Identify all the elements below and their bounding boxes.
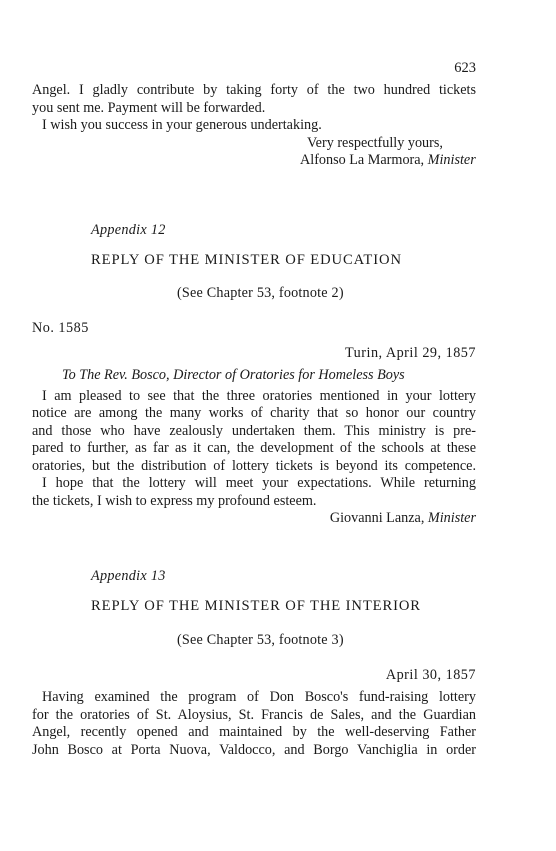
appendix-12-number-wrap [32,320,476,338]
body-line: John Bosco at Porta Nuova, Valdocco, and Borgo Vanchiglia in order [32,741,476,758]
signature-name: Giovanni Lanza, [329,510,425,526]
chapter-reference: (See Chapter 53, footnote 2) [177,285,344,301]
letter-date: April 30, 1857 [385,667,476,683]
appendix-12-heading-wrap [32,252,476,270]
body-line: for the oratories of St. Aloysius, St. Francis de Sales, and the Guardian [32,706,476,723]
closing-salutation: Very respectfully yours, [307,134,443,151]
appendix-12-reference-wrap [32,285,476,303]
document-number: No. 1585 [32,320,89,336]
appendix-13-heading-wrap [32,598,476,616]
body-line: Having examined the program of Don Bosco's fund-raising lottery [42,689,476,705]
body-line: I wish you success in your generous undertaking. [42,117,322,133]
appendix-label: Appendix 12 [91,222,166,238]
signature-title: Minister [427,152,476,168]
body-line: I am pleased to see that the three oratories mentioned in your lottery [42,387,476,404]
page-number: 623 [454,60,476,76]
signature-title: Minister [427,510,476,526]
addressee-line: To The Rev. Bosco, Director of Oratories for Homeless Boys [62,367,405,383]
body-line: you sent me. Payment will be forwarded. [32,99,266,116]
body-line: and those who have zealously undertaken them. This ministry is pre- [32,422,476,439]
body-line: Angel. I gladly contribute by taking forty of the two hundred tickets [32,82,476,98]
appendix-label: Appendix 13 [91,568,166,584]
body-line: I hope that the lottery will meet your expectations. While returning [42,475,476,491]
appendix-13-date-wrap [32,667,476,685]
appendix-12-date-wrap [32,345,476,363]
body-line: pared to further, as far as it can, the development of the schools at these [32,440,476,456]
chapter-reference: (See Chapter 53, footnote 3) [177,632,344,648]
appendix-12-body [32,367,476,528]
body-line: the tickets, I wish to express my profound esteem. [32,492,317,509]
letter-date: Turin, April 29, 1857 [345,345,476,361]
signature [32,152,476,170]
signature [32,510,476,528]
body-line: oratories, but the distribution of lottery tickets is beyond its competence. [32,457,476,474]
body-line: notice are among the many works of charity that so honor our country [32,405,476,421]
body-line: Angel, recently opened and maintained by the well-deserving Father [32,724,476,740]
appendix-13 [32,568,476,586]
appendix-heading: REPLY OF THE MINISTER OF THE INTERIOR [91,598,421,614]
appendix-13-reference-wrap [32,632,476,650]
letter-lamarmora [32,82,476,170]
appendix-heading: REPLY OF THE MINISTER OF EDUCATION [91,252,402,268]
signature-name: Alfonso La Marmora, [300,152,425,168]
appendix-13-body [32,689,476,759]
appendix-12 [32,222,476,240]
